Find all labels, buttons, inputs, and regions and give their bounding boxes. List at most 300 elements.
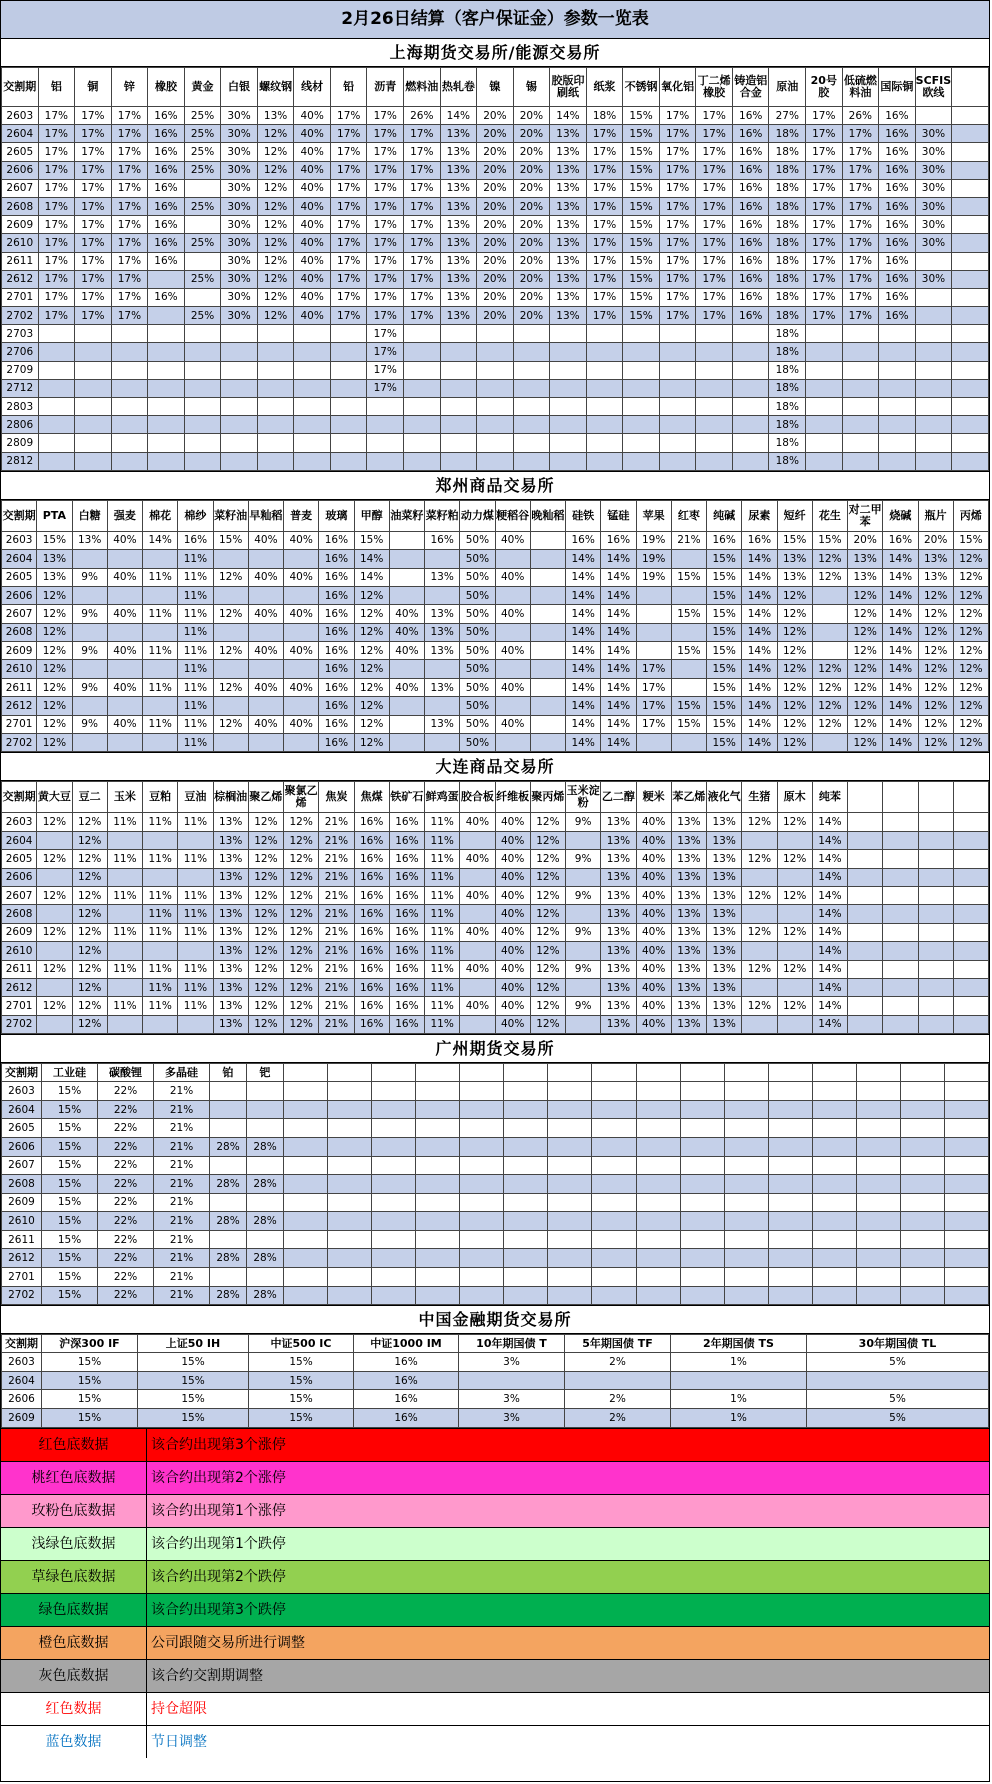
margin-cell: 12% [72, 868, 107, 886]
margin-cell [328, 1193, 372, 1212]
delivery-period-cell: 2603 [2, 813, 37, 831]
margin-cell: 12% [812, 697, 847, 715]
column-header: 交割期 [2, 1335, 42, 1353]
margin-cell: 21% [154, 1156, 210, 1175]
margin-cell [143, 1015, 178, 1033]
margin-cell: 11% [178, 678, 213, 696]
margin-cell: 21% [319, 960, 354, 978]
margin-cell [367, 398, 404, 416]
margin-cell: 14% [601, 642, 636, 660]
margin-cell: 30% [221, 161, 258, 179]
margin-cell [768, 1286, 812, 1305]
margin-cell: 40% [495, 642, 530, 660]
delivery-period-cell: 2611 [2, 960, 37, 978]
margin-cell [944, 1212, 988, 1231]
margin-cell [918, 923, 953, 941]
margin-cell: 17% [38, 125, 75, 143]
margin-cell: 15% [623, 143, 660, 161]
margin-cell [659, 452, 696, 470]
margin-cell [148, 307, 185, 325]
margin-cell [879, 379, 916, 397]
legend-row [1, 1725, 989, 1758]
margin-cell: 17% [111, 161, 148, 179]
margin-cell [944, 1193, 988, 1212]
margin-cell [460, 1156, 504, 1175]
margin-cell [812, 1100, 856, 1119]
margin-cell [416, 1268, 460, 1287]
margin-cell: 12% [248, 831, 283, 849]
margin-cell: 13% [550, 252, 587, 270]
table-row [2, 161, 989, 179]
margin-cell: 16% [389, 887, 424, 905]
column-header: 中证500 IC [249, 1335, 354, 1353]
margin-cell [952, 270, 989, 288]
margin-cell [724, 1212, 768, 1231]
margin-cell [330, 416, 367, 434]
margin-cell: 13% [671, 831, 706, 849]
margin-cell: 12% [257, 143, 294, 161]
delivery-period-cell: 2604 [2, 550, 37, 568]
margin-cell [900, 1137, 944, 1156]
margin-cell [495, 697, 530, 715]
margin-cell: 18% [769, 252, 806, 270]
margin-cell: 14% [812, 887, 847, 905]
legend-description: 该合约出现第1个涨停 [151, 1502, 286, 1519]
section-title-dce: 大连商品交易所 [1, 752, 989, 781]
margin-cell: 16% [732, 125, 769, 143]
column-header: 30年期国债 TL [807, 1335, 989, 1353]
table-row [2, 452, 989, 470]
margin-cell [143, 550, 178, 568]
margin-cell: 22% [98, 1137, 154, 1156]
margin-cell: 40% [107, 568, 142, 586]
margin-cell [367, 434, 404, 452]
margin-cell [495, 660, 530, 678]
column-header: 铁矿石 [389, 782, 424, 813]
legend-key: 玫粉色底数据 [1, 1495, 147, 1527]
margin-cell [284, 1249, 328, 1268]
margin-cell: 17% [659, 161, 696, 179]
margin-cell: 12% [777, 660, 812, 678]
delivery-period-cell: 2701 [2, 715, 37, 733]
margin-cell: 14% [742, 642, 777, 660]
delivery-period-cell: 2607 [2, 1156, 42, 1175]
margin-cell [328, 1175, 372, 1194]
margin-cell [592, 1230, 636, 1249]
margin-cell [513, 361, 550, 379]
column-header: 强麦 [107, 500, 142, 531]
margin-cell: 12% [257, 197, 294, 215]
table-row [2, 1212, 989, 1231]
margin-cell [944, 1249, 988, 1268]
margin-cell: 15% [707, 697, 742, 715]
margin-cell [210, 1082, 247, 1101]
margin-cell [213, 697, 248, 715]
margin-cell [900, 1268, 944, 1287]
margin-cell: 17% [111, 234, 148, 252]
table-row [2, 697, 989, 715]
margin-cell: 12% [248, 813, 283, 831]
table-row [2, 715, 989, 733]
margin-cell: 16% [354, 868, 389, 886]
margin-cell: 17% [404, 252, 441, 270]
margin-cell [944, 1137, 988, 1156]
margin-cell: 16% [389, 923, 424, 941]
margin-cell: 12% [257, 288, 294, 306]
margin-cell [768, 1137, 812, 1156]
legend-key: 桃红色底数据 [1, 1462, 147, 1494]
margin-cell [952, 307, 989, 325]
table-row [2, 1409, 989, 1428]
margin-cell [372, 1249, 416, 1268]
margin-cell [111, 361, 148, 379]
margin-cell: 12% [742, 887, 777, 905]
column-header: 沪深300 IF [42, 1335, 138, 1353]
margin-cell: 14% [812, 850, 847, 868]
margin-cell: 13% [601, 905, 636, 923]
column-header [636, 1064, 680, 1082]
margin-cell: 14% [883, 586, 918, 604]
margin-cell [732, 398, 769, 416]
column-header: 棉纱 [178, 500, 213, 531]
margin-cell [460, 1230, 504, 1249]
margin-cell: 12% [72, 850, 107, 868]
gfex-table [1, 1063, 989, 1305]
margin-cell [724, 1137, 768, 1156]
margin-cell [372, 1119, 416, 1138]
margin-cell: 12% [530, 868, 565, 886]
margin-cell: 17% [367, 379, 404, 397]
margin-cell: 18% [769, 343, 806, 361]
margin-cell [883, 1015, 918, 1033]
column-header [848, 782, 883, 813]
margin-cell: 15% [707, 568, 742, 586]
margin-cell [148, 452, 185, 470]
margin-cell: 16% [319, 605, 354, 623]
column-header: 生猪 [742, 782, 777, 813]
margin-cell [372, 1175, 416, 1194]
margin-cell [75, 343, 112, 361]
margin-cell: 30% [221, 216, 258, 234]
margin-cell [389, 660, 424, 678]
margin-cell [879, 434, 916, 452]
margin-cell [659, 361, 696, 379]
margin-cell [671, 550, 706, 568]
column-header [812, 1064, 856, 1082]
margin-cell: 15% [707, 605, 742, 623]
margin-cell [477, 325, 514, 343]
margin-cell: 17% [111, 143, 148, 161]
margin-cell: 13% [550, 288, 587, 306]
margin-cell: 20% [477, 216, 514, 234]
margin-cell: 13% [425, 605, 460, 623]
margin-cell: 13% [671, 997, 706, 1015]
column-header [724, 1064, 768, 1082]
section-title-gfex: 广州期货交易所 [1, 1034, 989, 1063]
margin-cell [425, 734, 460, 752]
margin-cell [952, 325, 989, 343]
margin-cell: 17% [696, 216, 733, 234]
section-title-cffex: 中国金融期货交易所 [1, 1305, 989, 1334]
margin-cell [952, 398, 989, 416]
margin-cell: 50% [460, 568, 495, 586]
margin-cell: 12% [284, 905, 319, 923]
margin-cell [440, 343, 477, 361]
margin-cell [328, 1100, 372, 1119]
column-header: 橡胶 [148, 68, 185, 107]
margin-cell: 12% [213, 678, 248, 696]
margin-cell [284, 1212, 328, 1231]
margin-cell [636, 1268, 680, 1287]
margin-cell: 22% [98, 1268, 154, 1287]
margin-cell [856, 1212, 900, 1231]
margin-cell: 40% [460, 960, 495, 978]
margin-cell [440, 398, 477, 416]
margin-cell: 11% [425, 831, 460, 849]
margin-cell [696, 361, 733, 379]
column-header: 乙二醇 [601, 782, 636, 813]
legend-row [1, 1692, 989, 1725]
margin-cell: 20% [513, 197, 550, 215]
margin-cell: 14% [812, 905, 847, 923]
margin-cell: 20% [513, 288, 550, 306]
margin-cell [477, 343, 514, 361]
margin-cell [404, 325, 441, 343]
margin-cell [495, 550, 530, 568]
margin-cell [636, 623, 671, 641]
margin-cell: 15% [42, 1212, 98, 1231]
column-header: 动力煤 [460, 500, 495, 531]
table-row [2, 1249, 989, 1268]
margin-cell: 13% [601, 1015, 636, 1033]
margin-cell: 14% [601, 568, 636, 586]
margin-cell [883, 923, 918, 941]
margin-cell: 20% [513, 125, 550, 143]
margin-cell [248, 550, 283, 568]
margin-cell [460, 1268, 504, 1287]
margin-cell: 16% [601, 531, 636, 549]
margin-cell: 40% [389, 623, 424, 641]
margin-cell [184, 325, 221, 343]
margin-cell [328, 1286, 372, 1305]
margin-cell [530, 568, 565, 586]
margin-cell: 11% [143, 568, 178, 586]
margin-cell [623, 398, 660, 416]
margin-cell: 17% [404, 288, 441, 306]
margin-cell: 12% [284, 960, 319, 978]
margin-cell: 12% [248, 997, 283, 1015]
column-header: SCFIS欧线 [915, 68, 952, 107]
margin-cell [724, 1268, 768, 1287]
margin-cell: 3% [459, 1409, 565, 1428]
margin-cell [806, 343, 843, 361]
margin-cell [953, 960, 988, 978]
margin-cell [915, 361, 952, 379]
margin-cell: 14% [883, 678, 918, 696]
margin-cell [636, 1156, 680, 1175]
section-title-shfe: 上海期货交易所/能源交易所 [1, 39, 989, 67]
margin-cell: 13% [425, 642, 460, 660]
margin-cell: 12% [257, 216, 294, 234]
margin-cell [636, 586, 671, 604]
margin-cell [953, 868, 988, 886]
margin-cell [550, 379, 587, 397]
margin-cell [550, 398, 587, 416]
delivery-period-cell: 2609 [2, 1193, 42, 1212]
delivery-period-cell: 2608 [2, 623, 37, 641]
margin-cell [504, 1156, 548, 1175]
margin-cell: 17% [696, 179, 733, 197]
column-header [460, 1064, 504, 1082]
margin-cell: 30% [915, 161, 952, 179]
margin-cell [883, 868, 918, 886]
margin-cell: 16% [425, 531, 460, 549]
margin-cell [221, 434, 258, 452]
margin-cell [636, 1286, 680, 1305]
margin-cell: 16% [354, 923, 389, 941]
column-header [328, 1064, 372, 1082]
margin-cell: 40% [248, 642, 283, 660]
margin-cell: 17% [367, 143, 404, 161]
margin-cell: 17% [696, 197, 733, 215]
margin-cell [550, 416, 587, 434]
margin-cell: 17% [806, 234, 843, 252]
margin-cell [425, 660, 460, 678]
margin-cell: 21% [319, 831, 354, 849]
margin-cell: 28% [210, 1212, 247, 1231]
margin-cell: 17% [367, 107, 404, 125]
margin-cell [918, 1015, 953, 1033]
margin-cell [459, 1371, 565, 1390]
margin-cell: 17% [367, 325, 404, 343]
margin-cell [944, 1286, 988, 1305]
legend-description: 持仓超限 [151, 1700, 207, 1717]
margin-cell: 13% [671, 868, 706, 886]
margin-cell: 13% [707, 923, 742, 941]
margin-cell: 17% [586, 197, 623, 215]
margin-cell: 17% [111, 125, 148, 143]
color-legend [1, 1428, 989, 1758]
margin-cell [38, 452, 75, 470]
margin-cell: 17% [806, 179, 843, 197]
margin-cell: 13% [72, 531, 107, 549]
margin-cell [856, 1156, 900, 1175]
margin-cell [404, 434, 441, 452]
margin-cell: 12% [530, 942, 565, 960]
margin-cell [548, 1193, 592, 1212]
column-header: 焦煤 [354, 782, 389, 813]
margin-cell: 11% [178, 642, 213, 660]
margin-cell [848, 868, 883, 886]
margin-cell: 16% [354, 978, 389, 996]
delivery-period-cell: 2608 [2, 197, 39, 215]
margin-cell [184, 398, 221, 416]
margin-cell: 12% [37, 642, 72, 660]
margin-cell: 20% [477, 107, 514, 125]
margin-cell: 18% [769, 161, 806, 179]
margin-cell: 16% [148, 288, 185, 306]
margin-cell: 12% [72, 960, 107, 978]
margin-cell: 40% [636, 1015, 671, 1033]
margin-cell [777, 942, 812, 960]
margin-cell [768, 1175, 812, 1194]
margin-cell [143, 586, 178, 604]
margin-cell: 17% [842, 161, 879, 179]
margin-cell: 14% [883, 715, 918, 733]
margin-cell: 12% [777, 605, 812, 623]
margin-cell [592, 1156, 636, 1175]
margin-cell: 16% [319, 568, 354, 586]
margin-cell [495, 586, 530, 604]
margin-cell: 14% [354, 568, 389, 586]
margin-cell: 12% [777, 960, 812, 978]
legend-key: 橙色底数据 [1, 1627, 147, 1659]
margin-cell: 30% [221, 197, 258, 215]
margin-cell [72, 734, 107, 752]
legend-row [1, 1626, 989, 1659]
margin-cell: 21% [319, 923, 354, 941]
margin-cell: 17% [696, 143, 733, 161]
margin-cell: 25% [184, 107, 221, 125]
margin-cell: 30% [221, 125, 258, 143]
margin-cell [330, 434, 367, 452]
margin-cell [953, 850, 988, 868]
margin-cell [812, 623, 847, 641]
margin-cell [330, 398, 367, 416]
margin-cell: 16% [148, 107, 185, 125]
margin-cell: 15% [707, 586, 742, 604]
margin-cell [416, 1137, 460, 1156]
margin-cell: 20% [513, 216, 550, 234]
margin-cell [848, 1015, 883, 1033]
margin-cell: 14% [566, 605, 601, 623]
margin-cell: 17% [75, 161, 112, 179]
margin-cell [768, 1212, 812, 1231]
margin-cell [284, 623, 319, 641]
margin-cell: 13% [707, 978, 742, 996]
margin-cell: 17% [586, 307, 623, 325]
column-header: 苯乙烯 [671, 782, 706, 813]
margin-cell: 17% [659, 125, 696, 143]
delivery-period-cell: 2603 [2, 1353, 42, 1372]
margin-cell: 13% [440, 216, 477, 234]
margin-cell: 15% [777, 531, 812, 549]
margin-cell [257, 325, 294, 343]
margin-cell [918, 813, 953, 831]
margin-cell [659, 379, 696, 397]
margin-cell: 16% [389, 1015, 424, 1033]
margin-cell [184, 379, 221, 397]
margin-cell: 9% [72, 642, 107, 660]
margin-cell: 17% [111, 307, 148, 325]
column-header: 纸浆 [586, 68, 623, 107]
margin-cell [294, 343, 331, 361]
margin-cell: 14% [601, 697, 636, 715]
margin-cell: 15% [623, 197, 660, 215]
delivery-period-cell: 2608 [2, 905, 37, 923]
margin-cell: 13% [671, 887, 706, 905]
table-row [2, 1156, 989, 1175]
table-row [2, 531, 989, 549]
margin-cell: 40% [460, 997, 495, 1015]
margin-cell: 11% [143, 715, 178, 733]
margin-cell: 13% [213, 1015, 248, 1033]
margin-cell: 20% [477, 143, 514, 161]
margin-cell: 17% [330, 270, 367, 288]
margin-cell [623, 434, 660, 452]
margin-cell [953, 997, 988, 1015]
margin-cell: 15% [138, 1353, 249, 1372]
